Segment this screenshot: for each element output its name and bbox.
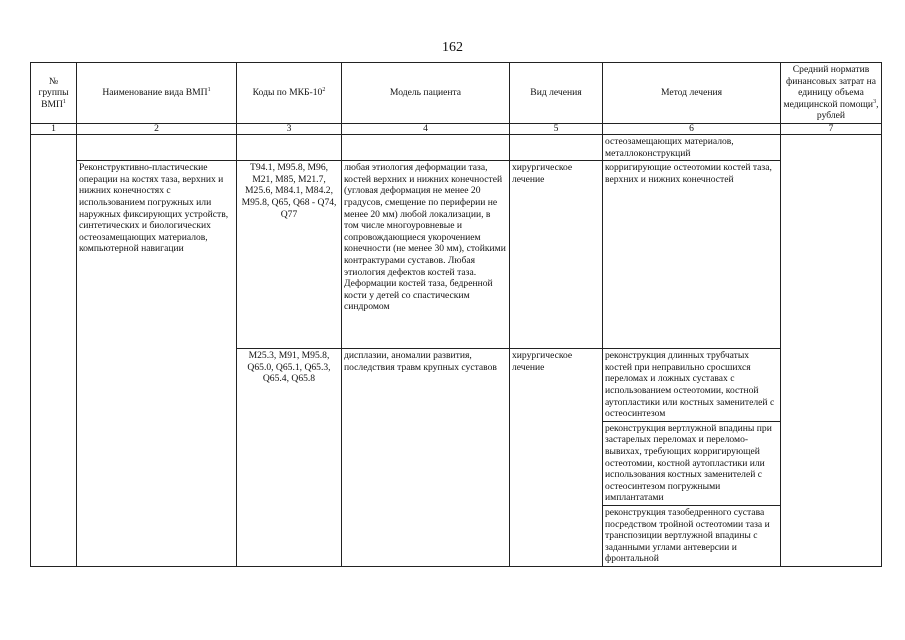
column-number: 3 — [237, 124, 342, 135]
method-cell: реконструкция вертлужной впадины при застарелых переломах и переломо-вывихах, требующих корригирующей остеотомии, костной аутопластики или использования костных заменителей с остеосинтезом погружными имплантатами — [603, 421, 781, 505]
codes-cell: M25.3, M91, M95.8, Q65.0, Q65.1, Q65.3, Q65.4, Q65.8 — [237, 349, 342, 567]
continuation-row — [31, 135, 882, 161]
column-number: 2 — [77, 124, 237, 135]
column-number: 5 — [510, 124, 603, 135]
header-treatment-type: Вид лечения — [510, 63, 603, 124]
column-number: 7 — [781, 124, 882, 135]
model-cell: любая этиология деформации таза, костей верхних и нижних конечностей (угловая деформация не менее 20 градусов, смещение по периферии не менее 20 мм) любой локализации, в том числе многоуровневые и сопровождающиеся укорочением конечности (не менее 30 мм), стойкими контрактурами суставов. Любая этиология дефектов костей таза. Деформации костей таза, бедренной кости у детей со спастическим синдромом — [342, 161, 510, 349]
name-cell: Реконструктивно-пластические операции на костях таза, верхних и нижних конечностях с использованием погружных или наружных фиксирующих устройств, синтетических и биологических остеозамещающих материалов, компьютерной навигации — [77, 161, 237, 567]
page-number: 162 — [442, 40, 463, 55]
vmp-table — [30, 62, 882, 567]
codes-cell: T94.1, M95.8, M96, M21, M85, M21.7, M25.6, M84.1, M84.2, M95.8, Q65, Q68 - Q74, Q77 — [237, 161, 342, 349]
group-number-cell — [31, 135, 77, 567]
name-cell-empty — [77, 135, 237, 161]
cost-cell — [781, 135, 882, 567]
treatment-cell-empty — [510, 135, 603, 161]
method-cell-continuation: остеозамещающих материалов, металлоконструкций — [603, 135, 781, 161]
vmp-table-container — [30, 62, 881, 572]
model-cell-empty — [342, 135, 510, 161]
column-number: 6 — [603, 124, 781, 135]
header-codes: Коды по МКБ-$10^2$ — [237, 63, 342, 124]
method-cell: реконструкция тазобедренного сустава посредством тройной остеотомии таза и транспозиции вертлужной впадины с заданными углами антеверсии и фронтальной — [603, 505, 781, 566]
column-number: 1 — [31, 124, 77, 135]
column-number: 4 — [342, 124, 510, 135]
treatment-cell: хирургическое лечение — [510, 161, 603, 349]
header-cost: Средний норматив финансовых затрат на единицу объема медицинской помощи$^3$, рублей — [781, 63, 882, 124]
model-cell: дисплазии, аномалии развития, последствия травм крупных суставов — [342, 349, 510, 567]
codes-cell-empty — [237, 135, 342, 161]
header-method: Метод лечения — [603, 63, 781, 124]
column-number-row — [31, 124, 882, 135]
header-row — [31, 63, 882, 124]
method-cell: корригирующие остеотомии костей таза, верхних и нижних конечностей — [603, 161, 781, 349]
header-group: № группы ВМП$^1$ — [31, 63, 77, 124]
table-row — [31, 161, 882, 349]
header-name: Наименование вида ВМП$^1$ — [77, 63, 237, 124]
treatment-cell: хирургическое лечение — [510, 349, 603, 567]
method-cell: реконструкция длинных трубчатых костей при неправильно сросшихся переломах и ложных суставах с использованием остеотомии, костной аутопластики или костных заменителей с остеосинтезом — [603, 349, 781, 422]
header-model: Модель пациента — [342, 63, 510, 124]
